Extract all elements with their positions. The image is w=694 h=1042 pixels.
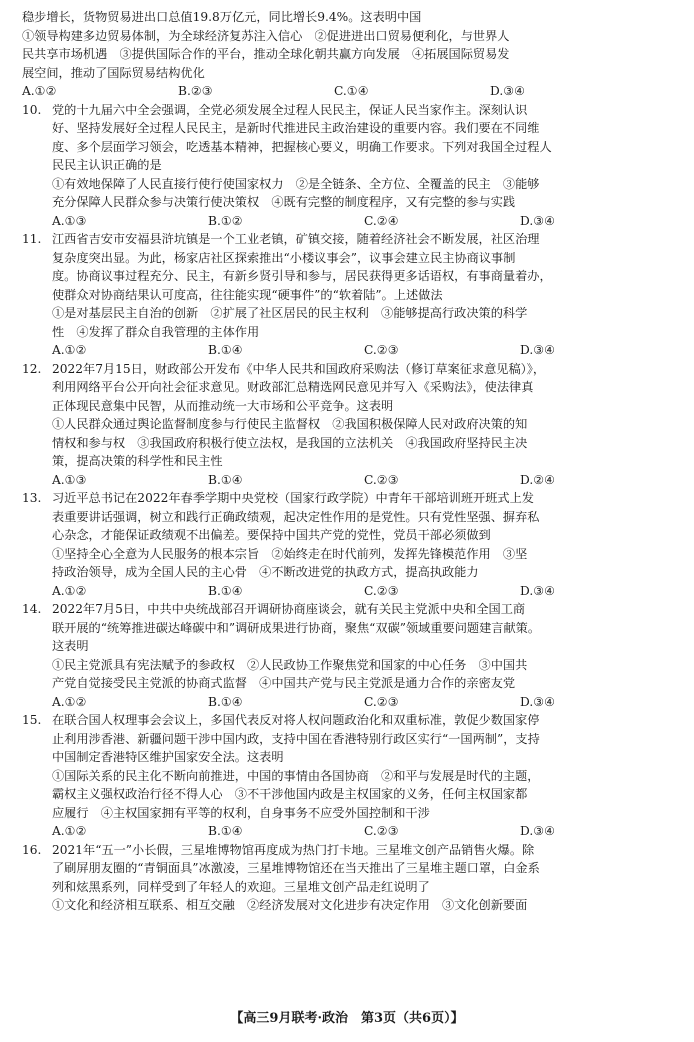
exam-page [22, 8, 678, 915]
option-c: C.②③ [364, 343, 399, 357]
question-15 [22, 711, 678, 841]
option-b: B.①④ [208, 694, 243, 709]
answer-options [22, 693, 678, 712]
option-d: D.③④ [490, 84, 526, 98]
text-line: ①是对基层民主自治的创新 ②扩展了社区居民的民主权利 ③能够提高行政决策的科学 [52, 306, 528, 320]
option-a: A.①③ [52, 472, 87, 487]
text-line: 心杂念，才能保证政绩观不出偏差。要保持中国共产党的党性，党员干部必须做到 [52, 528, 491, 542]
text-line: 中国制定香港特区维护国家安全法。这表明 [52, 750, 284, 764]
option-b: B.①④ [208, 343, 243, 357]
option-b: B.②③ [178, 84, 213, 98]
text-line: 习近平总书记在2022年春季学期中央党校（国家行政学院）中青年干部培训班开班式上发 [52, 491, 534, 505]
question-number: 12. [22, 361, 42, 376]
question-number: 13. [22, 491, 42, 505]
option-d: D.③④ [520, 694, 556, 709]
text-line: ①国际关系的民主化不断向前推进，中国的事情由各国协商 ②和平与发展是时代的主题， [52, 768, 540, 783]
text-line: 策，提高决策的科学性和民主性 [52, 454, 223, 468]
text-line: 好、坚持发展好全过程人民民主，是新时代推进民主政治建设的重要内容。我们要在不同维 [52, 121, 540, 135]
text-line: 这表明 [52, 639, 89, 653]
text-line: 稳步增长，货物贸易进出口总值19.8万亿元，同比增长9.4%。这表明中国 [22, 10, 422, 24]
answer-options [22, 341, 678, 360]
question-13 [22, 489, 678, 600]
text-line: 了刷屏朋友圈的“青铜面具”冰激凌，三星堆博物馆还在当天推出了三星堆主题口罩，白金系 [52, 861, 540, 875]
text-line: 持政治领导，成为全国人民的主心骨 ④不断改进党的执政方式，提高执政能力 [52, 565, 479, 579]
text-line: 应履行 ④主权国家拥有平等的权利，自身事务不应受外国控制和干涉 [52, 805, 430, 820]
text-line: 产党自觉接受民主党派的协商式监督 ④中国共产党与民主党派是通力合作的亲密友党 [52, 676, 516, 690]
text-line: 列和炫黑系列，同样受到了年轻人的欢迎。三星堆文创产品走红说明了 [52, 879, 430, 894]
option-b: B.①④ [208, 824, 243, 838]
question-16 [22, 841, 678, 915]
text-line: 使群众对协商结果认可度高，往往能实现“硬事件”的“软着陆”。上述做法 [52, 287, 443, 302]
answer-options [22, 822, 678, 841]
text-line: 在联合国人权理事会会议上，多国代表反对将人权问题政治化和双重标准，敦促少数国家停 [52, 713, 540, 727]
text-line: 度、多个层面学习领会，吃透基本精神，把握核心要义，明确工作要求。下列对我国全过程人 [52, 139, 552, 154]
text-line: 联开展的“统筹推进碳达峰碳中和”调研成果进行协商，聚焦“双碳”领域重要问题建言献策。 [52, 620, 541, 635]
question-number: 15. [22, 713, 42, 727]
text-line: ①坚持全心全意为人民服务的根本宗旨 ②始终走在时代前列，发挥先锋模范作用 ③坚 [52, 546, 528, 561]
option-a: A.①③ [52, 213, 87, 228]
text-line: 民民主认识正确的是 [52, 158, 162, 172]
option-c: C.②③ [364, 694, 399, 709]
option-d: D.③④ [520, 343, 556, 357]
text-line: 利用网络平台公开向社会征求意见。财政部汇总精选网民意见并写入《采购法》，使法律真 [52, 380, 534, 394]
page-footer: 【高三9月联考·政治 第3页（共6页）】 [230, 1011, 464, 1026]
answer-options [22, 471, 678, 490]
option-a: A.①② [52, 824, 87, 838]
option-a: A.①② [52, 583, 87, 598]
text-line: 充分保障人民群众参与决策行使决策权 ④既有完整的制度程序，又有完整的参与实践 [52, 195, 516, 209]
text-line: 性 ④发挥了群众自我管理的主体作用 [52, 324, 260, 339]
question-number: 11. [22, 232, 42, 246]
text-line: 2021年“五一”小长假，三星堆博物馆再度成为热门打卡地。三星堆文创产品销售火爆。除 [52, 842, 535, 857]
text-line: ①领导构建多边贸易体制，为全球经济复苏注入信心 ②促进进出口贸易便利化，与世界人 [22, 28, 510, 43]
option-d: D.③④ [520, 824, 556, 838]
text-line: 度。协商议事过程充分、民主，有新乡贤引导和参与，居民获得更多话语权，有事商量着办， [52, 269, 552, 283]
option-c: C.①④ [334, 84, 369, 98]
text-line: 复杂度突出显。为此，杨家店社区探索推出“小楼议事会”，议事会建立民主协商议事制 [52, 250, 516, 265]
question-number: 10. [22, 102, 42, 117]
text-line: ①有效地保障了人民直接行使行使国家权力 ②是全链条、全方位、全覆盖的民主 ③能够 [52, 176, 540, 191]
option-b: B.①④ [208, 583, 243, 598]
option-a: A.①② [52, 694, 87, 709]
option-d: D.③④ [520, 583, 556, 598]
text-line: 霸权主义强权政治行径不得人心 ③不干涉他国内政是主权国家的义务，任何主权国家都 [52, 787, 528, 801]
option-c: C.②③ [364, 472, 399, 487]
continuation-block [22, 8, 678, 101]
question-14 [22, 600, 678, 711]
text-line: 展空间，推动了国际贸易结构优化 [22, 65, 205, 80]
text-line: 2022年7月5日，中共中央统战部召开调研协商座谈会，就有关民主党派中央和全国工商 [52, 602, 526, 616]
text-line: ①文化和经济相互联系、相互交融 ②经济发展对文化进步有决定作用 ③文化创新要面 [52, 898, 528, 912]
text-line: 民共享市场机遇 ③提供国际合作的平台，推动全球化朝共赢方向发展 ④拓展国际贸易发 [22, 47, 510, 61]
option-c: C.②④ [364, 213, 399, 228]
option-c: C.②③ [364, 583, 399, 598]
option-d: D.②④ [520, 472, 556, 487]
text-line: 正体现民意集中民智，从而推动统一大市场和公平竞争。这表明 [52, 398, 394, 413]
question-12 [22, 360, 678, 490]
option-a: A.①② [22, 84, 57, 98]
option-d: D.③④ [520, 213, 556, 228]
option-c: C.②③ [364, 824, 399, 838]
option-b: B.①② [208, 213, 243, 228]
question-11 [22, 230, 678, 360]
text-line: ①民主党派具有宪法赋予的参政权 ②人民政协工作聚焦党和国家的中心任务 ③中国共 [52, 657, 528, 672]
text-line: 江西省吉安市安福县浒坑镇是一个工业老镇，矿镇交接，随着经济社会不断发展，社区治理 [52, 232, 540, 246]
text-line: 党的十九届六中全会强调，全党必须发展全过程人民民主，保证人民当家作主。深刻认识 [52, 102, 528, 117]
option-b: B.①④ [208, 472, 243, 487]
answer-options [22, 582, 678, 601]
text-line: 情权和参与权 ③我国政府积极行使立法权，是我国的立法机关 ④我国政府坚持民主决 [52, 435, 528, 450]
text-line: 2022年7月15日，财政部公开发布《中华人民共和国政府采购法（修订草案征求意见稿）》， [52, 361, 546, 376]
answer-options [22, 82, 678, 101]
question-number: 16. [22, 842, 42, 857]
text-line: 表重要讲话强调，树立和践行正确政绩观，起决定性作用的是党性。只有党性坚强、摒弃私 [52, 509, 540, 524]
text-line: ①人民群众通过舆论监督制度参与行使民主监督权 ②我国积极保障人民对政府决策的知 [52, 417, 528, 431]
option-a: A.①② [52, 343, 87, 357]
question-10 [22, 101, 678, 231]
text-line: 止利用涉香港、新疆问题干涉中国内政，支持中国在香港特别行政区实行“一国两制”，支持 [52, 731, 540, 746]
question-number: 14. [22, 602, 42, 616]
answer-options [22, 212, 678, 231]
